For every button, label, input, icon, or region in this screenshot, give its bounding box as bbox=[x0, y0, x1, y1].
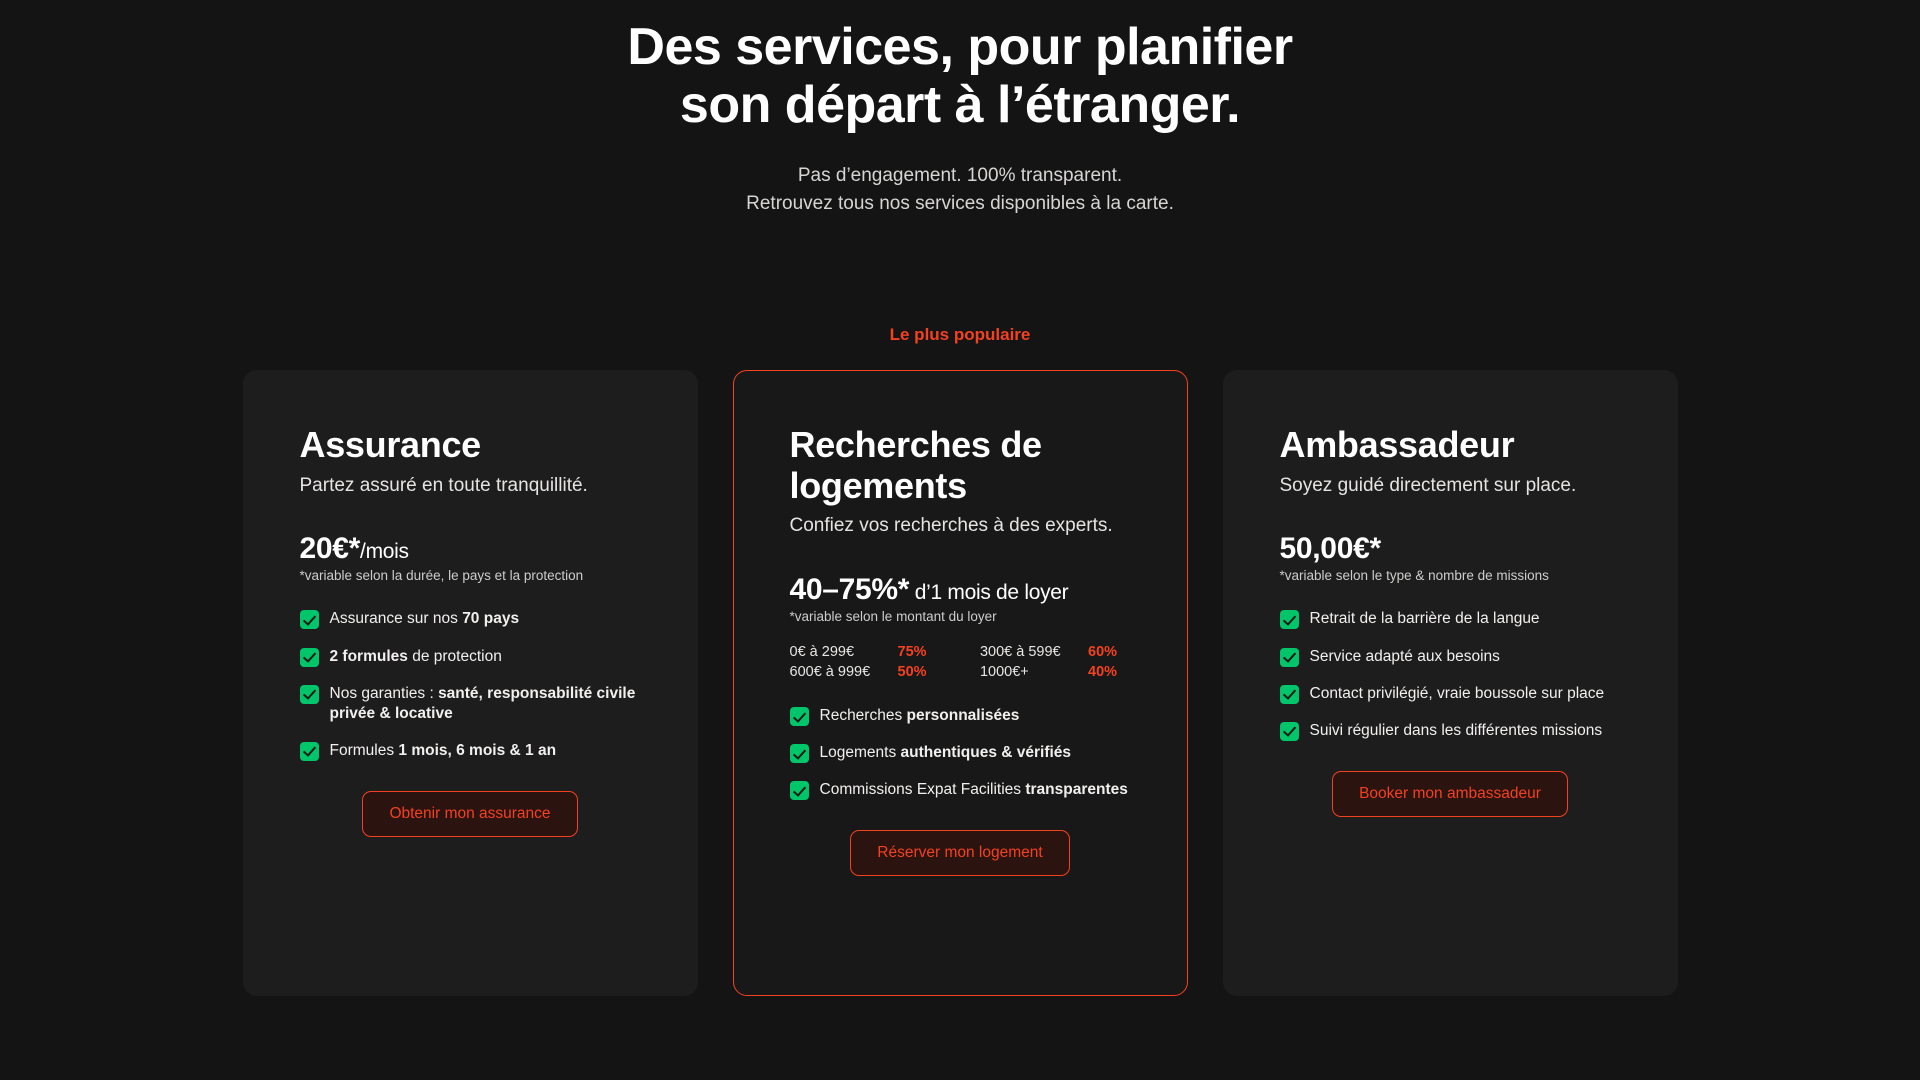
feature-text: Logements authentiques & vérifiés bbox=[819, 744, 1072, 762]
check-icon bbox=[300, 610, 319, 629]
card-title: Recherches de logements bbox=[789, 424, 1042, 506]
check-icon bbox=[1280, 722, 1299, 741]
check-icon bbox=[1280, 648, 1299, 667]
hero-subtitle bbox=[0, 162, 1920, 217]
list-item bbox=[300, 609, 641, 629]
pricing-card-assurance-wrapper bbox=[243, 370, 698, 996]
cta-row bbox=[790, 830, 1131, 876]
tier-table bbox=[790, 644, 1131, 680]
check-icon bbox=[300, 685, 319, 704]
list-item bbox=[790, 706, 1131, 726]
pricing-card-ambassadeur[interactable] bbox=[1223, 370, 1678, 996]
pricing-card-assurance[interactable] bbox=[243, 370, 698, 996]
price-unit: /mois bbox=[360, 540, 409, 564]
feature-text: Service adapté aux besoins bbox=[1309, 647, 1500, 665]
check-icon bbox=[790, 781, 809, 800]
price-unit: d’1 mois de loyer bbox=[909, 581, 1069, 605]
popular-badge: Le plus populaire bbox=[889, 325, 1031, 344]
check-icon bbox=[300, 648, 319, 667]
tier-range: 1000€+ bbox=[979, 664, 1029, 681]
feature-text: Retrait de la barrière de la langue bbox=[1309, 610, 1540, 628]
pricing-card-ambassadeur-wrapper bbox=[1223, 370, 1678, 996]
feature-text: 2 formules de protection bbox=[329, 647, 502, 665]
card-tagline: Confiez vos recherches à des experts. bbox=[789, 515, 1113, 537]
price bbox=[790, 573, 1131, 607]
reserver-mon-logement-button[interactable]: Réserver mon logement bbox=[850, 830, 1069, 876]
tier-percent: 60% bbox=[1088, 644, 1118, 661]
feature-list bbox=[790, 706, 1131, 800]
price-note: *variable selon le montant du loyer bbox=[789, 609, 997, 625]
card-title: Ambassadeur bbox=[1279, 424, 1515, 465]
hero-subtitle-line-2: Retrouvez tous nos services disponibles à la carte. bbox=[746, 193, 1174, 215]
card-tagline: Soyez guidé directement sur place. bbox=[1279, 474, 1577, 496]
feature-text: Nos garanties : santé, responsabilité civile privée & locative bbox=[329, 684, 636, 722]
list-item bbox=[790, 780, 1131, 800]
tier-percent: 50% bbox=[897, 664, 927, 681]
list-item bbox=[300, 647, 641, 667]
price bbox=[1280, 532, 1621, 566]
cta-row bbox=[1280, 771, 1621, 817]
feature-list bbox=[1280, 609, 1621, 741]
price bbox=[300, 532, 641, 566]
list-item bbox=[300, 741, 641, 761]
obtenir-mon-assurance-button[interactable]: Obtenir mon assurance bbox=[362, 791, 577, 837]
feature-list bbox=[300, 609, 641, 761]
booker-mon-ambassadeur-button[interactable]: Booker mon ambassadeur bbox=[1332, 771, 1568, 817]
list-item bbox=[1280, 684, 1621, 704]
check-icon bbox=[1280, 685, 1299, 704]
price-block bbox=[300, 532, 641, 583]
page-title-line-2: son départ à l’étranger. bbox=[679, 76, 1241, 135]
list-item bbox=[300, 684, 641, 724]
price-amount: 40–75%* bbox=[789, 573, 910, 607]
tier-range: 0€ à 299€ bbox=[789, 644, 855, 661]
tier-percent: 40% bbox=[1088, 664, 1118, 681]
pricing-card-recherches-wrapper bbox=[733, 325, 1188, 996]
hero-section bbox=[0, 0, 1920, 218]
feature-text: Commissions Expat Facilities transparentes bbox=[819, 781, 1128, 799]
check-icon bbox=[1280, 610, 1299, 629]
price-block bbox=[790, 573, 1131, 624]
price-amount: 50,00€* bbox=[1279, 532, 1381, 566]
list-item bbox=[1280, 721, 1621, 741]
price-note: *variable selon la durée, le pays et la protection bbox=[299, 568, 584, 584]
list-item bbox=[1280, 609, 1621, 629]
page-title-line-1: Des services, pour planifier bbox=[627, 18, 1293, 76]
check-icon bbox=[790, 707, 809, 726]
list-item bbox=[790, 743, 1131, 763]
cta-row bbox=[300, 791, 641, 837]
hero-subtitle-line-1: Pas d’engagement. 100% transparent. bbox=[797, 165, 1123, 187]
pricing-card-recherches-de-logements[interactable] bbox=[733, 370, 1188, 996]
price-block bbox=[1280, 532, 1621, 583]
tier-range: 300€ à 599€ bbox=[979, 644, 1061, 661]
check-icon bbox=[790, 744, 809, 763]
tier-range: 600€ à 999€ bbox=[789, 664, 871, 681]
price-note: *variable selon le type & nombre de missions bbox=[1279, 568, 1549, 584]
page-title bbox=[410, 18, 1510, 134]
feature-text: Suivi régulier dans les différentes missions bbox=[1309, 721, 1603, 739]
feature-text: Assurance sur nos 70 pays bbox=[329, 610, 520, 628]
tier-percent: 75% bbox=[897, 644, 927, 661]
pricing-cards bbox=[0, 325, 1920, 996]
feature-text: Contact privilégié, vraie boussole sur place bbox=[1309, 684, 1605, 702]
check-icon bbox=[300, 742, 319, 761]
list-item bbox=[1280, 647, 1621, 667]
price-amount: 20€* bbox=[299, 532, 361, 566]
card-tagline: Partez assuré en toute tranquillité. bbox=[299, 474, 588, 496]
card-title: Assurance bbox=[299, 424, 481, 465]
feature-text: Formules 1 mois, 6 mois & 1 an bbox=[329, 741, 557, 759]
feature-text: Recherches personnalisées bbox=[819, 707, 1020, 725]
